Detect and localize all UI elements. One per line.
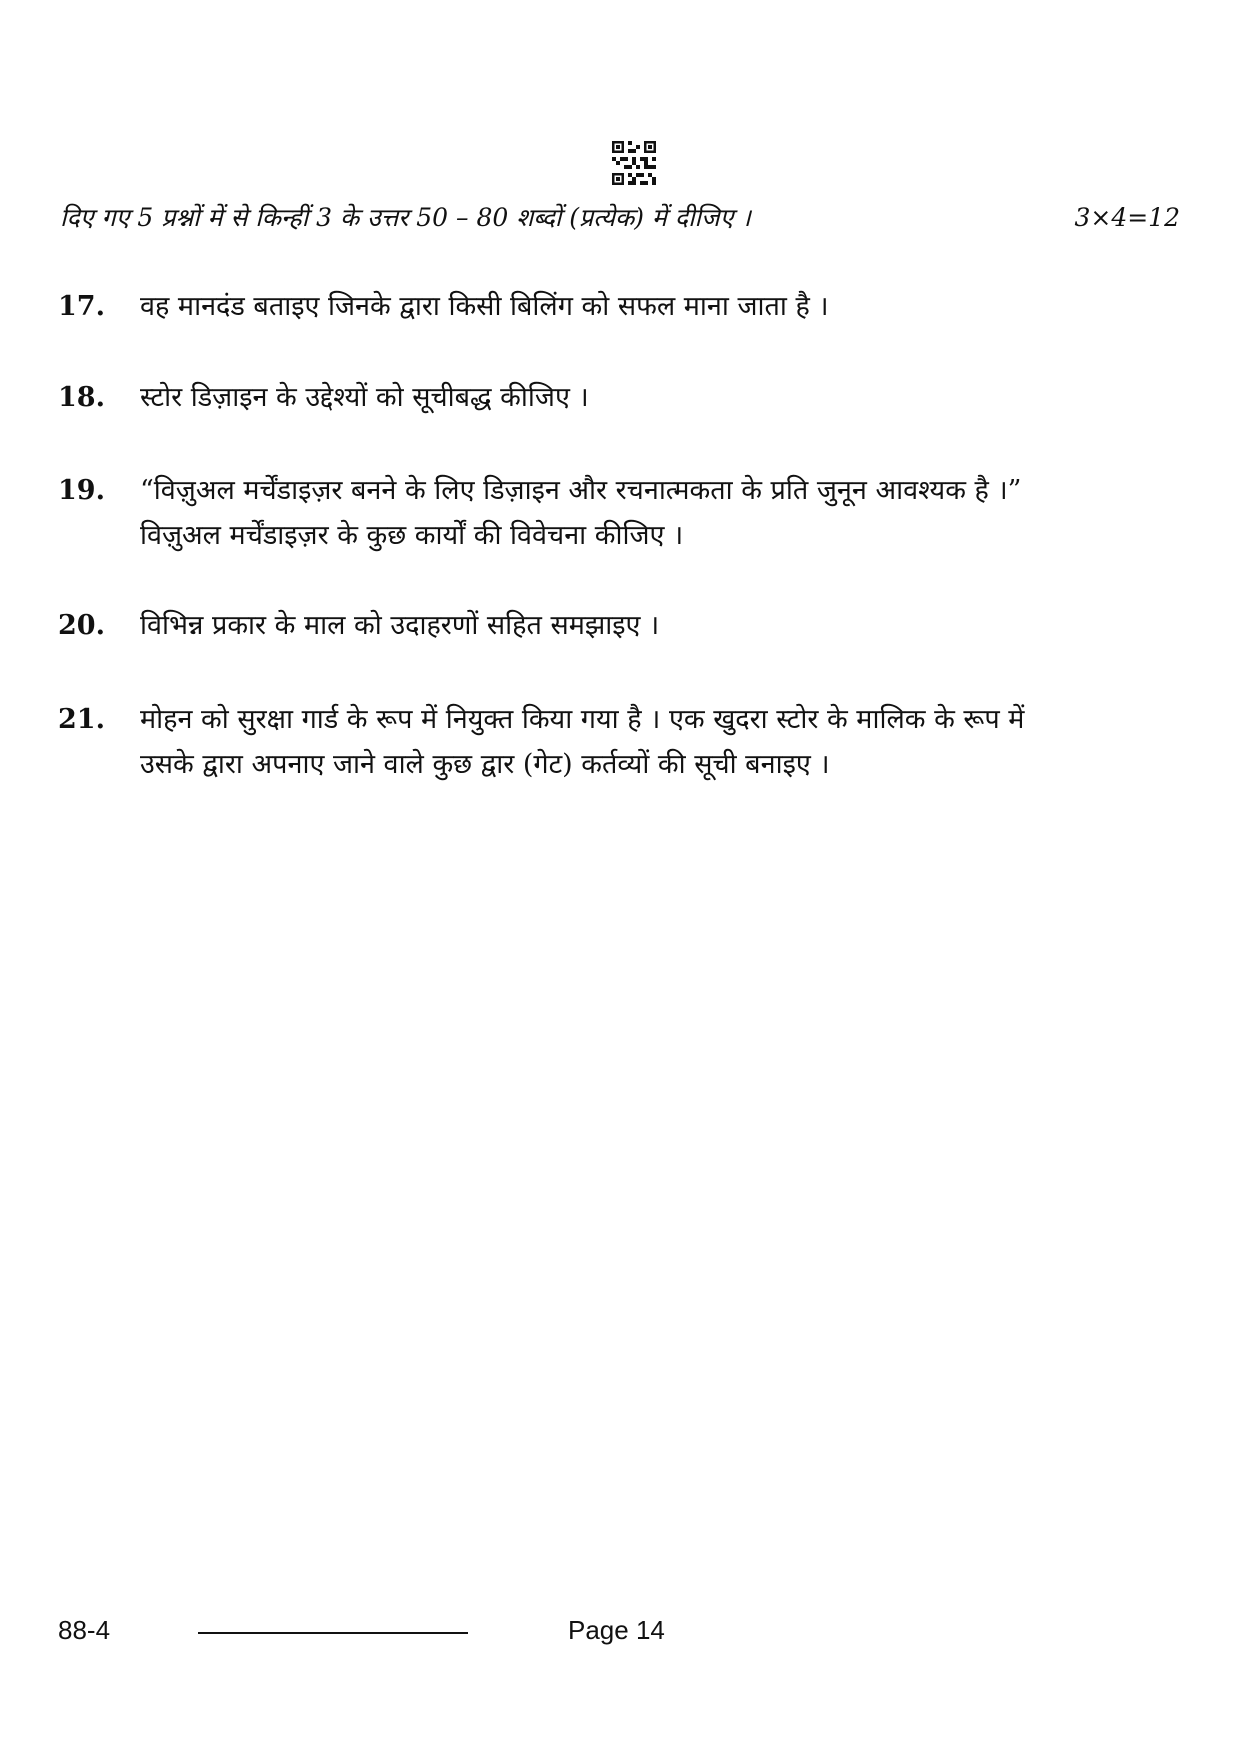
- question-number: 17.: [58, 291, 105, 322]
- question-line: स्टोर डिज़ाइन के उद्देश्यों को सूचीबद्ध कीजिए ।: [140, 382, 589, 413]
- page-footer: [58, 1612, 1178, 1648]
- question-number: 18.: [58, 382, 105, 413]
- paper-code: 88-4: [58, 1615, 111, 1645]
- question-text: [140, 284, 1168, 329]
- instruction-text: दिए गए 5 प्रश्नों में से किन्हीं 3 के उत्तर 50 – 80 शब्दों (प्रत्येक) में दीजिए ।: [60, 203, 751, 232]
- footer-divider: [198, 1632, 468, 1634]
- question-line: उसके द्वारा अपनाए जाने वाले कुछ द्वार (गेट) कर्तव्यों की सूची बनाइए ।: [140, 749, 830, 780]
- question-text: [140, 697, 1168, 787]
- question-line: विभिन्न प्रकार के माल को उदाहरणों सहित समझाइए ।: [140, 610, 660, 641]
- question-text: [140, 603, 1168, 648]
- section-instruction: [60, 198, 1180, 238]
- question-line: विज़ुअल मर्चेंडाइज़र के कुछ कार्यों की विवेचना कीजिए ।: [140, 520, 684, 551]
- question-line: वह मानदंड बताइए जिनके द्वारा किसी बिलिंग को सफल माना जाता है ।: [140, 291, 829, 322]
- page-number: Page 14: [568, 1615, 665, 1645]
- question-text: [140, 468, 1168, 558]
- question-number: 19.: [58, 475, 105, 506]
- question-text: [140, 375, 1168, 420]
- question-line: मोहन को सुरक्षा गार्ड के रूप में नियुक्त किया गया है । एक खुदरा स्टोर के मालिक के रूप में: [140, 704, 1025, 735]
- question-number: 20.: [58, 610, 105, 641]
- qr-code-icon: [612, 141, 656, 185]
- question-number: 21.: [58, 704, 105, 735]
- question-line: “विज़ुअल मर्चेंडाइज़र बनने के लिए डिज़ाइन और रचनात्मकता के प्रति जुनून आवश्यक है ।”: [140, 475, 1022, 506]
- marks-allocation: 3×4=12: [1074, 203, 1180, 232]
